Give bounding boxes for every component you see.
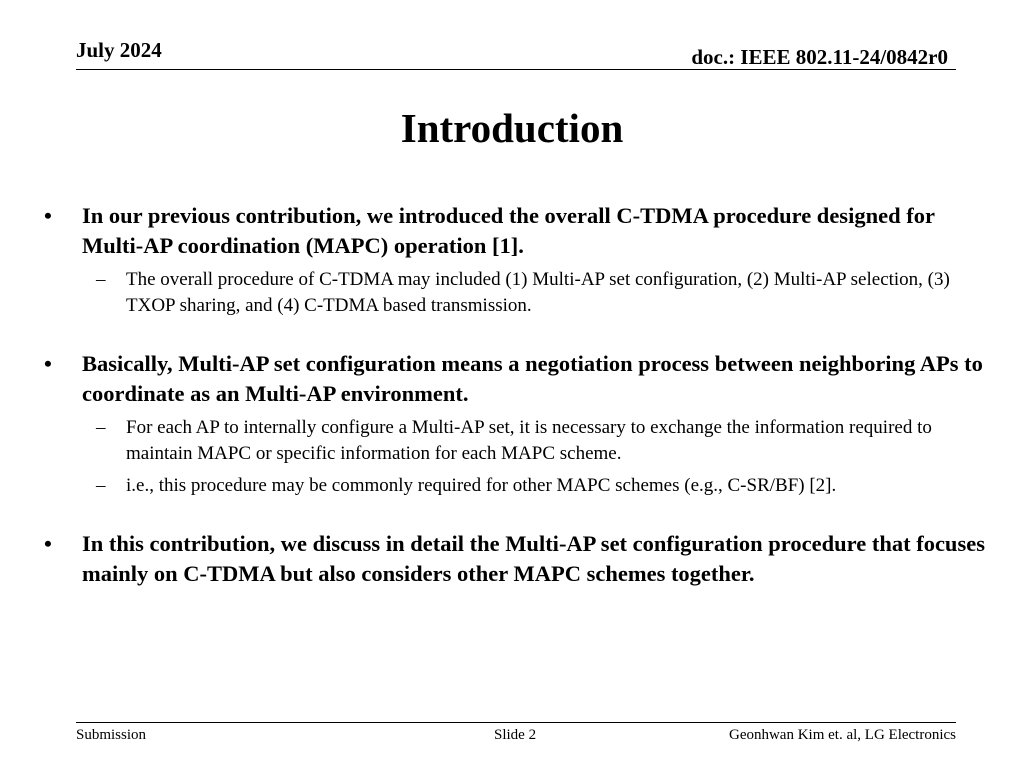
footer-divider: [76, 722, 956, 723]
header-date: July 2024: [76, 38, 162, 62]
footer-authors: Geonhwan Kim et. al, LG Electronics: [728, 727, 956, 743]
bullet-marker: •: [44, 203, 52, 228]
sub-bullet-2-1-text: For each AP to internally configure a Multi-AP set, it is necessary to exchange the information required to maintain MAPC or specific information for each MAPC scheme.: [126, 417, 932, 464]
dash-marker: –: [96, 475, 106, 496]
header-divider: [76, 69, 956, 70]
bullet-1-text: In our previous contribution, we introduced the overall C-TDMA procedure designed for Multi-AP coordination (MAPC) operation [1].: [82, 203, 935, 258]
bullet-2: [44, 349, 989, 409]
bullet-1: [44, 201, 989, 261]
footer-submission: Submission: [76, 727, 147, 743]
bullet-3-text: In this contribution, we discuss in detail the Multi-AP set configuration procedure that focuses mainly on C-TDMA but also considers other MAPC schemes together.: [82, 531, 985, 586]
bullet-2-text: Basically, Multi-AP set configuration means a negotiation process between neighboring APs to coordinate as an Multi-AP environment.: [82, 351, 983, 406]
dash-marker: –: [96, 417, 106, 438]
sub-bullet-2-2-text: i.e., this procedure may be commonly required for other MAPC schemes (e.g., C-SR/BF) [2].: [126, 475, 837, 496]
header-doc-id: doc.: IEEE 802.11-24/0842r0: [691, 45, 948, 69]
bullet-3: [44, 529, 989, 589]
bullet-marker: •: [44, 351, 52, 376]
footer-slide-number: Slide 2: [494, 727, 537, 743]
sub-bullet-1-1: [96, 267, 989, 319]
bullet-marker: •: [44, 531, 52, 556]
sub-bullet-2-2: [96, 473, 989, 499]
dash-marker: –: [96, 269, 106, 290]
sub-bullet-2-1: [96, 415, 989, 467]
slide-body: [44, 201, 989, 589]
sub-bullet-1-1-text: The overall procedure of C-TDMA may included (1) Multi-AP set configuration, (2) Multi-AP selection, (3) TXOP sharing, and (4) C-TDMA based transmission.: [126, 269, 950, 316]
slide-title: Introduction: [400, 105, 624, 151]
